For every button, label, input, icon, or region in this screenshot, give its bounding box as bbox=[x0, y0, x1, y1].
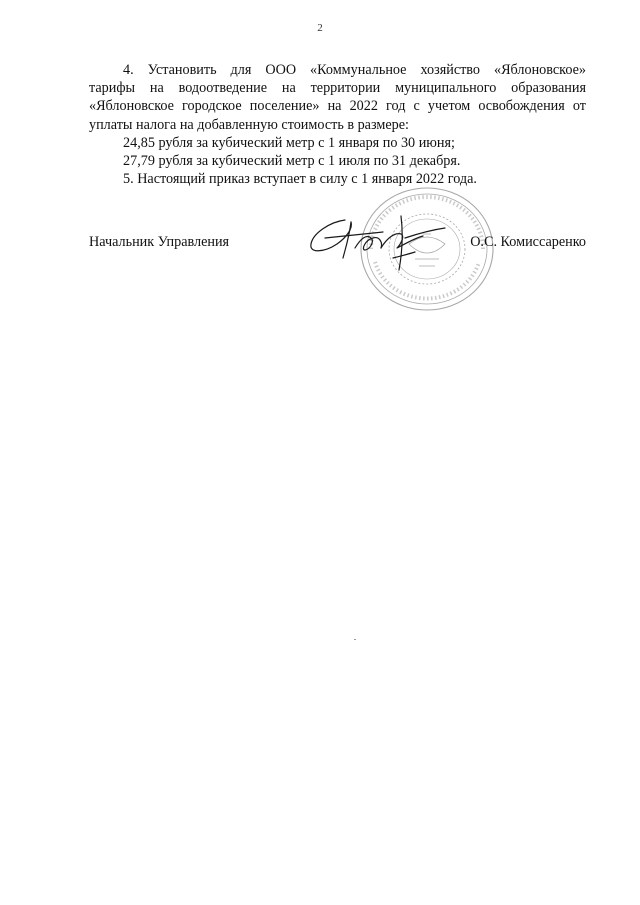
page-number: 2 bbox=[317, 22, 323, 34]
signer-position: Начальник Управления bbox=[89, 234, 230, 250]
paragraph-line: тарифы на водоотведение на территории муниципального образования bbox=[89, 80, 586, 97]
document-body bbox=[89, 61, 586, 188]
scan-speck bbox=[354, 639, 356, 640]
tariff-first-half: 24,85 рубля за кубический метр с 1 января по 30 июня; bbox=[123, 134, 455, 151]
paragraph-line: 4. Установить для ООО «Коммунальное хозяйство «Яблоновское» bbox=[123, 62, 586, 78]
tariff-second-half: 27,79 рубля за кубический метр с 1 июля по 31 декабря. bbox=[123, 153, 461, 170]
paragraph-line: уплаты налога на добавленную стоимость в размере: bbox=[89, 116, 409, 133]
paragraph-line: «Яблоновское городское поселение» на 2022 год с учетом освобождения от bbox=[89, 98, 586, 115]
paragraph-effective-date: 5. Настоящий приказ вступает в силу с 1 января 2022 года. bbox=[123, 171, 477, 188]
paragraph-tariff bbox=[89, 61, 586, 134]
signer-name: О.С. Комиссаренко bbox=[470, 234, 586, 250]
signature-block bbox=[89, 233, 586, 253]
